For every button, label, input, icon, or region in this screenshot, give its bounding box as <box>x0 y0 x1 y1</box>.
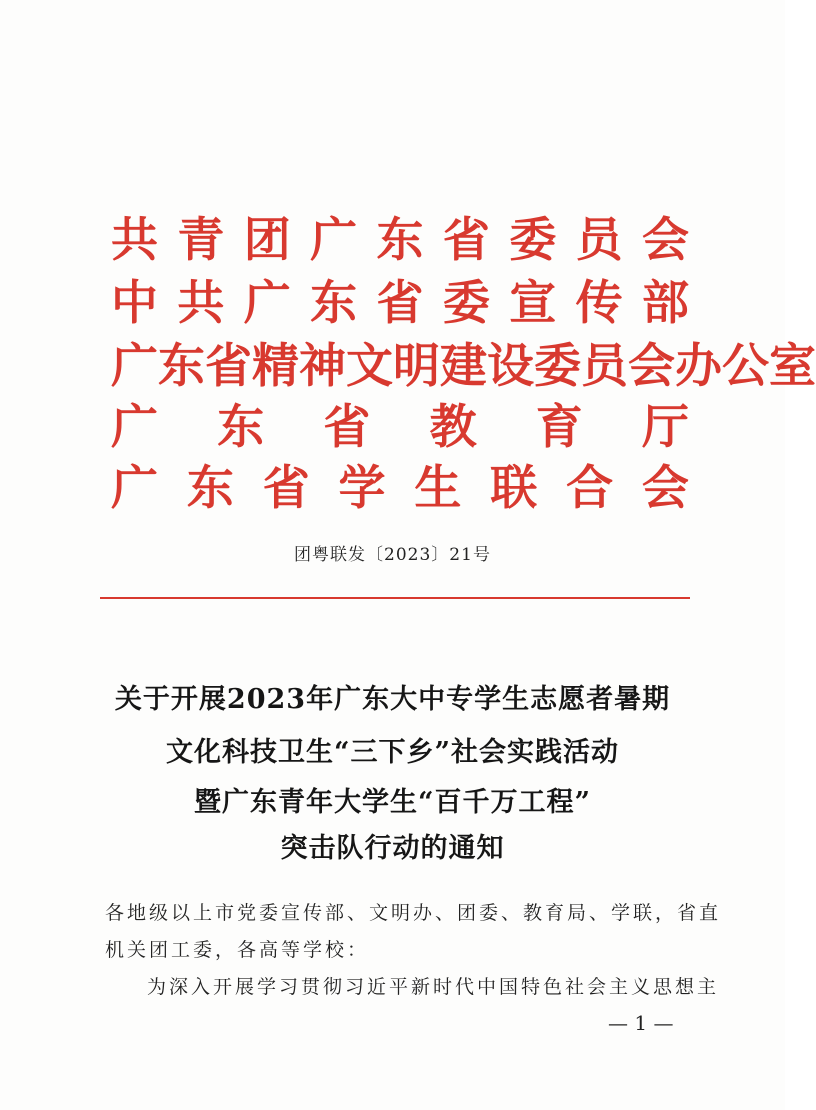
page-number: — 1 — <box>608 1011 674 1035</box>
organization-line-2 <box>111 274 689 332</box>
organization-char: 委 <box>534 338 581 394</box>
organization-char: 教 <box>429 399 477 455</box>
red-separator-line <box>100 597 690 599</box>
organization-char: 室 <box>769 338 816 394</box>
organization-char: 广 <box>310 212 358 268</box>
organization-char: 团 <box>243 212 291 268</box>
organization-char: 委 <box>509 212 557 268</box>
organization-char: 办 <box>675 338 722 394</box>
organization-char: 共 <box>111 212 158 268</box>
organization-char: 东 <box>376 212 424 268</box>
organization-char: 会 <box>628 338 675 394</box>
organization-char: 省 <box>323 399 371 455</box>
notice-title-line-1: 关于开展2023年广东大中专学生志愿者暑期 <box>114 684 671 715</box>
organization-char: 省 <box>376 275 424 331</box>
organization-char: 精 <box>252 338 299 394</box>
organization-char: 传 <box>575 275 623 331</box>
organization-char: 广 <box>111 399 158 455</box>
organization-char: 合 <box>566 460 614 516</box>
organization-char: 共 <box>177 275 225 331</box>
document-number: 团粤联发〔2023〕21号 <box>294 545 491 565</box>
organization-char: 广 <box>111 338 158 394</box>
organization-char: 东 <box>158 338 205 394</box>
organization-line-3 <box>111 337 816 395</box>
organization-char: 东 <box>217 399 265 455</box>
recipients-line-2: 机关团工委，各高等学校： <box>105 939 370 961</box>
organization-char: 会 <box>642 212 689 268</box>
organization-char: 育 <box>535 399 583 455</box>
organization-char: 东 <box>186 460 234 516</box>
organization-char: 青 <box>177 212 225 268</box>
organization-line-5 <box>111 459 689 517</box>
organization-char: 生 <box>414 460 462 516</box>
organization-char: 中 <box>111 275 158 331</box>
organization-char: 会 <box>641 460 689 516</box>
organization-line-4 <box>111 398 689 456</box>
notice-title-line-2: 文化科技卫生“三下乡”社会实践活动 <box>165 737 620 768</box>
organization-char: 宣 <box>509 275 557 331</box>
organization-char: 建 <box>440 338 487 394</box>
organization-char: 员 <box>575 212 623 268</box>
organization-char: 神 <box>299 338 346 394</box>
organization-char: 省 <box>262 460 310 516</box>
organization-char: 东 <box>310 275 358 331</box>
organization-char: 设 <box>487 338 534 394</box>
organization-char: 文 <box>346 338 393 394</box>
organization-char: 广 <box>243 275 291 331</box>
notice-title-line-3: 暨广东青年大学生“百千万工程” <box>193 787 592 818</box>
recipients-line-1: 各地级以上市党委宣传部、文明办、团委、教育局、学联，省直 <box>105 902 722 924</box>
notice-title-line-4: 突击队行动的通知 <box>280 833 505 864</box>
organization-char: 员 <box>581 338 628 394</box>
organization-char: 学 <box>338 460 386 516</box>
body-paragraph-start: 为深入开展学习贯彻习近平新时代中国特色社会主义思想主 <box>147 976 720 998</box>
organization-char: 委 <box>442 275 490 331</box>
organization-char: 公 <box>722 338 769 394</box>
organization-char: 广 <box>111 460 158 516</box>
organization-char: 联 <box>490 460 538 516</box>
organization-char: 明 <box>393 338 440 394</box>
organization-char: 厅 <box>641 399 689 455</box>
organization-char: 部 <box>642 275 689 331</box>
organization-char: 省 <box>442 212 490 268</box>
organization-line-1 <box>111 211 689 269</box>
organization-char: 省 <box>205 338 252 394</box>
